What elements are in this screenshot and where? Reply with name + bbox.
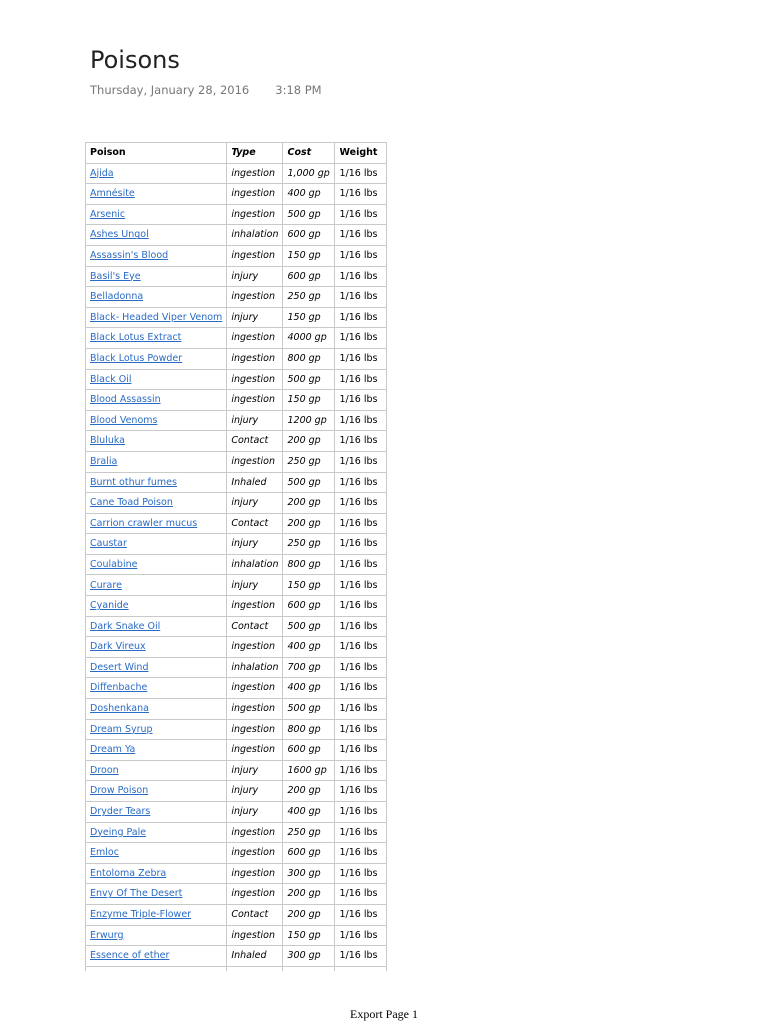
poison-cost-cell: 250 gp — [283, 534, 335, 555]
poison-weight-cell: 1/16 lbs — [335, 657, 387, 678]
table-row — [86, 472, 387, 493]
poison-type-cell: ingestion — [227, 390, 283, 411]
poison-type-cell: ingestion — [227, 328, 283, 349]
table-row — [86, 616, 387, 637]
poison-weight-cell: 1/16 lbs — [335, 884, 387, 905]
poison-weight-cell: 1/16 lbs — [335, 575, 387, 596]
poison-cost-cell: 150 gp — [283, 925, 335, 946]
poison-weight-cell: 1/16 lbs — [335, 946, 387, 967]
table-row — [86, 348, 387, 369]
poison-cost-cell: 250 gp — [283, 451, 335, 472]
table-row — [86, 513, 387, 534]
poison-weight-cell: 1/16 lbs — [335, 493, 387, 514]
poison-name-cell — [86, 802, 227, 823]
poison-weight-cell: 1/16 lbs — [335, 472, 387, 493]
poison-type-cell: ingestion — [227, 204, 283, 225]
poison-cost-cell: 500 gp — [283, 472, 335, 493]
poison-link[interactable]: Black- Headed Viper Venom — [90, 311, 223, 323]
poison-weight-cell: 1/16 lbs — [335, 184, 387, 205]
poison-cost-cell: 500 gp — [283, 204, 335, 225]
poison-name-cell — [86, 163, 227, 184]
poison-type-cell: ingestion — [227, 348, 283, 369]
poison-weight-cell: 1/16 lbs — [335, 760, 387, 781]
poison-name-cell — [86, 348, 227, 369]
poison-link[interactable]: Dark Vireux — [90, 641, 146, 653]
poison-name-cell — [86, 760, 227, 781]
poison-cost-cell: 200 gp — [283, 513, 335, 534]
poison-name-cell — [86, 513, 227, 534]
poison-weight-cell: 1/16 lbs — [335, 431, 387, 452]
poison-type-cell: ingestion — [227, 451, 283, 472]
poison-link[interactable]: Envy Of The Desert — [90, 888, 183, 900]
table-row — [86, 493, 387, 514]
poison-type-cell: ingestion — [227, 369, 283, 390]
poison-cost-cell: 200 gp — [283, 884, 335, 905]
poison-link[interactable]: Erwurg — [90, 929, 124, 941]
poison-weight-cell: 1/16 lbs — [335, 740, 387, 761]
poison-cost-cell: 400 gp — [283, 678, 335, 699]
poison-type-cell: ingestion — [227, 245, 283, 266]
poison-name-cell — [86, 699, 227, 720]
table-row — [86, 184, 387, 205]
table-row — [86, 390, 387, 411]
poison-weight-cell: 1/16 lbs — [335, 410, 387, 431]
poison-name-cell — [86, 245, 227, 266]
poison-type-cell: Contact — [227, 431, 283, 452]
poison-link[interactable]: Diffenbache — [90, 682, 148, 694]
poison-weight-cell: 1/16 lbs — [335, 163, 387, 184]
poison-link[interactable]: Dyeing Pale — [90, 826, 147, 838]
poison-type-cell: ingestion — [227, 843, 283, 864]
poison-cost-cell: 500 gp — [283, 616, 335, 637]
header-weight: Weight — [335, 143, 387, 164]
poison-type-cell: Inhaled — [227, 946, 283, 967]
table-row — [86, 719, 387, 740]
poison-cost-cell: 200 gp — [283, 493, 335, 514]
poison-type-cell: Contact — [227, 513, 283, 534]
poison-type-cell: injury — [227, 575, 283, 596]
poison-type-cell: inhalation — [227, 554, 283, 575]
poison-type-cell: ingestion — [227, 287, 283, 308]
table-row — [86, 266, 387, 287]
poison-link[interactable]: Doshenkana — [90, 703, 149, 715]
poison-link[interactable]: Arsenic — [90, 208, 126, 220]
table-row — [86, 287, 387, 308]
poison-name-cell — [86, 781, 227, 802]
poison-type-cell: injury — [227, 802, 283, 823]
poison-name-cell — [86, 863, 227, 884]
poison-link[interactable]: Blood Assassin — [90, 394, 161, 406]
poison-weight-cell: 1/16 lbs — [335, 204, 387, 225]
poison-type-cell: ingestion — [227, 163, 283, 184]
poison-link[interactable]: Enzyme Triple-Flower — [90, 909, 192, 921]
poison-link[interactable]: Curare — [90, 579, 122, 591]
table-row — [86, 410, 387, 431]
poison-link[interactable]: Caustar — [90, 538, 127, 550]
poison-name-cell — [86, 431, 227, 452]
header-type: Type — [227, 143, 283, 164]
poison-link[interactable]: Cane Toad Poison — [90, 497, 173, 509]
poison-cost-cell: 250 gp — [283, 822, 335, 843]
poison-link[interactable]: Bluluka — [90, 435, 125, 447]
poison-link[interactable]: Black Lotus Extract — [90, 332, 182, 344]
poison-type-cell: ingestion — [227, 637, 283, 658]
poison-name-cell — [86, 678, 227, 699]
poison-type-cell: injury — [227, 760, 283, 781]
table-row — [86, 946, 387, 967]
poison-link[interactable]: Dark Snake Oil — [90, 620, 161, 632]
poison-cost-cell: 500 gp — [283, 369, 335, 390]
page-footer: Export Page 1 — [350, 1007, 418, 1021]
poison-cost-cell: 150 gp — [283, 575, 335, 596]
poison-cost-cell: 300 gp — [283, 863, 335, 884]
poison-link[interactable]: Essence of ether — [90, 950, 170, 962]
poison-name-cell — [86, 554, 227, 575]
table-row — [86, 245, 387, 266]
poison-type-cell: injury — [227, 534, 283, 555]
poison-name-cell — [86, 575, 227, 596]
table-row — [86, 740, 387, 761]
poison-link[interactable]: Carrion crawler mucus — [90, 517, 198, 529]
poison-weight-cell: 1/16 lbs — [335, 904, 387, 925]
poison-link[interactable]: Cyanide — [90, 600, 129, 612]
poison-cost-cell: 150 gp — [283, 307, 335, 328]
table-row — [86, 328, 387, 349]
poison-weight-cell: 1/16 lbs — [335, 843, 387, 864]
poison-type-cell: inhalation — [227, 225, 283, 246]
poison-link[interactable]: Emloc — [90, 847, 119, 859]
poison-weight-cell: 1/16 lbs — [335, 699, 387, 720]
poison-weight-cell: 1/16 lbs — [335, 225, 387, 246]
poison-link[interactable]: Dream Syrup — [90, 723, 153, 735]
page-meta — [90, 83, 322, 97]
poison-cost-cell: 200 gp — [283, 904, 335, 925]
poison-name-cell — [86, 204, 227, 225]
table-row — [86, 204, 387, 225]
poison-cost-cell: 4000 gp — [283, 328, 335, 349]
poison-name-cell — [86, 925, 227, 946]
poison-name-cell — [86, 266, 227, 287]
poison-type-cell: injury — [227, 493, 283, 514]
poison-weight-cell: 1/16 lbs — [335, 328, 387, 349]
poison-weight-cell: 1/16 lbs — [335, 719, 387, 740]
poison-name-cell — [86, 472, 227, 493]
poison-weight-cell: 1/16 lbs — [335, 369, 387, 390]
poison-weight-cell: 1/16 lbs — [335, 534, 387, 555]
poison-type-cell: injury — [227, 781, 283, 802]
page-time: 3:18 PM — [275, 83, 322, 97]
poison-cost-cell: 600 gp — [283, 266, 335, 287]
poison-link[interactable]: Blood Venoms — [90, 414, 158, 426]
table-row — [86, 596, 387, 617]
table-row — [86, 225, 387, 246]
poison-cost-cell: 600 gp — [283, 740, 335, 761]
poison-link[interactable]: Black Lotus Powder — [90, 352, 183, 364]
poison-cost-cell: 800 gp — [283, 348, 335, 369]
poison-weight-cell: 1/16 lbs — [335, 781, 387, 802]
table-row — [86, 163, 387, 184]
poison-name-cell — [86, 225, 227, 246]
table-row — [86, 904, 387, 925]
poison-type-cell: injury — [227, 410, 283, 431]
poison-name-cell — [86, 616, 227, 637]
poison-type-cell: ingestion — [227, 184, 283, 205]
table-row — [86, 575, 387, 596]
poison-name-cell — [86, 904, 227, 925]
poison-weight-cell: 1/16 lbs — [335, 307, 387, 328]
poisons-table — [85, 142, 387, 971]
table-row — [86, 431, 387, 452]
poison-name-cell — [86, 843, 227, 864]
poison-type-cell: injury — [227, 307, 283, 328]
poison-type-cell: Inhaled — [227, 472, 283, 493]
poison-name-cell — [86, 451, 227, 472]
poison-cost-cell: 800 gp — [283, 719, 335, 740]
poison-name-cell — [86, 534, 227, 555]
poison-link[interactable]: Bralia — [90, 455, 118, 467]
poison-cost-cell: 250 gp — [283, 287, 335, 308]
poison-cost-cell: 600 gp — [283, 596, 335, 617]
table-row — [86, 760, 387, 781]
poison-name-cell — [86, 184, 227, 205]
poison-weight-cell: 1/16 lbs — [335, 245, 387, 266]
poison-name-cell — [86, 719, 227, 740]
poison-cost-cell: 300 gp — [283, 946, 335, 967]
poison-type-cell: ingestion — [227, 699, 283, 720]
poison-weight-cell: 1/16 lbs — [335, 513, 387, 534]
poison-cost-cell: 1,000 gp — [283, 163, 335, 184]
table-body — [86, 163, 387, 971]
poison-cost-cell: 400 gp — [283, 184, 335, 205]
poison-name-cell — [86, 410, 227, 431]
cutoff-cell — [86, 966, 227, 971]
poison-name-cell — [86, 369, 227, 390]
poison-type-cell: Contact — [227, 904, 283, 925]
poison-link[interactable]: Burnt othur fumes — [90, 476, 177, 488]
poison-cost-cell: 1200 gp — [283, 410, 335, 431]
poison-link[interactable]: Entoloma Zebra — [90, 867, 167, 879]
poison-cost-cell: 200 gp — [283, 431, 335, 452]
poison-cost-cell: 1600 gp — [283, 760, 335, 781]
cutoff-cell — [227, 966, 283, 971]
poison-name-cell — [86, 328, 227, 349]
poison-weight-cell: 1/16 lbs — [335, 822, 387, 843]
poison-name-cell — [86, 493, 227, 514]
poison-name-cell — [86, 657, 227, 678]
poison-weight-cell: 1/16 lbs — [335, 802, 387, 823]
poison-name-cell — [86, 946, 227, 967]
cutoff-cell — [283, 966, 335, 971]
poison-link[interactable]: Ajida — [90, 167, 114, 179]
table-row — [86, 802, 387, 823]
table-row — [86, 884, 387, 905]
poison-weight-cell: 1/16 lbs — [335, 554, 387, 575]
poison-type-cell: ingestion — [227, 863, 283, 884]
cutoff-cell — [335, 966, 387, 971]
poison-cost-cell: 150 gp — [283, 390, 335, 411]
poison-weight-cell: 1/16 lbs — [335, 390, 387, 411]
poison-name-cell — [86, 596, 227, 617]
table-row — [86, 699, 387, 720]
poison-cost-cell: 400 gp — [283, 637, 335, 658]
poison-link[interactable]: Droon — [90, 764, 119, 776]
table-row — [86, 863, 387, 884]
poison-link[interactable]: Basil's Eye — [90, 270, 141, 282]
page-title: Poisons — [90, 46, 180, 74]
table-header-row — [86, 143, 387, 164]
poison-name-cell — [86, 287, 227, 308]
table-row — [86, 925, 387, 946]
poison-cost-cell: 800 gp — [283, 554, 335, 575]
poison-cost-cell: 700 gp — [283, 657, 335, 678]
table-row-cutoff — [86, 966, 387, 971]
poison-cost-cell: 500 gp — [283, 699, 335, 720]
poison-link[interactable]: Desert Wind — [90, 661, 149, 673]
poison-type-cell: ingestion — [227, 678, 283, 699]
poison-link[interactable]: Amnésite — [90, 188, 135, 200]
header-poison: Poison — [86, 143, 227, 164]
table-row — [86, 822, 387, 843]
poison-name-cell — [86, 822, 227, 843]
poison-weight-cell: 1/16 lbs — [335, 287, 387, 308]
poison-weight-cell: 1/16 lbs — [335, 637, 387, 658]
poison-weight-cell: 1/16 lbs — [335, 678, 387, 699]
table-row — [86, 657, 387, 678]
poison-link[interactable]: Drow Poison — [90, 785, 149, 797]
poison-type-cell: injury — [227, 266, 283, 287]
poison-type-cell: Contact — [227, 616, 283, 637]
poison-link[interactable]: Coulabine — [90, 558, 138, 570]
poison-name-cell — [86, 637, 227, 658]
poison-weight-cell: 1/16 lbs — [335, 616, 387, 637]
table-row — [86, 307, 387, 328]
table-row — [86, 369, 387, 390]
poison-type-cell: ingestion — [227, 925, 283, 946]
poison-name-cell — [86, 884, 227, 905]
poison-weight-cell: 1/16 lbs — [335, 925, 387, 946]
poison-cost-cell: 150 gp — [283, 245, 335, 266]
poison-link[interactable]: Black Oil — [90, 373, 132, 385]
poison-weight-cell: 1/16 lbs — [335, 451, 387, 472]
table-row — [86, 534, 387, 555]
poison-type-cell: inhalation — [227, 657, 283, 678]
table-row — [86, 637, 387, 658]
poison-weight-cell: 1/16 lbs — [335, 863, 387, 884]
poison-cost-cell: 600 gp — [283, 225, 335, 246]
poison-link[interactable]: Assassin's Blood — [90, 250, 169, 262]
poison-cost-cell: 400 gp — [283, 802, 335, 823]
header-cost: Cost — [283, 143, 335, 164]
table-row — [86, 678, 387, 699]
table-row — [86, 554, 387, 575]
poison-link[interactable]: Belladonna — [90, 291, 144, 303]
poison-type-cell: ingestion — [227, 884, 283, 905]
poison-link[interactable]: Ashes Ungol — [90, 229, 149, 241]
table-row — [86, 843, 387, 864]
poison-name-cell — [86, 307, 227, 328]
poison-cost-cell: 600 gp — [283, 843, 335, 864]
poison-weight-cell: 1/16 lbs — [335, 596, 387, 617]
poison-weight-cell: 1/16 lbs — [335, 266, 387, 287]
poison-type-cell: ingestion — [227, 596, 283, 617]
poison-weight-cell: 1/16 lbs — [335, 348, 387, 369]
page-date: Thursday, January 28, 2016 — [90, 83, 250, 97]
poison-cost-cell: 200 gp — [283, 781, 335, 802]
poison-name-cell — [86, 740, 227, 761]
poison-type-cell: ingestion — [227, 719, 283, 740]
poison-name-cell — [86, 390, 227, 411]
poison-link[interactable]: Dryder Tears — [90, 806, 151, 818]
poison-type-cell: ingestion — [227, 822, 283, 843]
table-row — [86, 451, 387, 472]
poison-link[interactable]: Dream Ya — [90, 744, 136, 756]
table-row — [86, 781, 387, 802]
poison-type-cell: ingestion — [227, 740, 283, 761]
